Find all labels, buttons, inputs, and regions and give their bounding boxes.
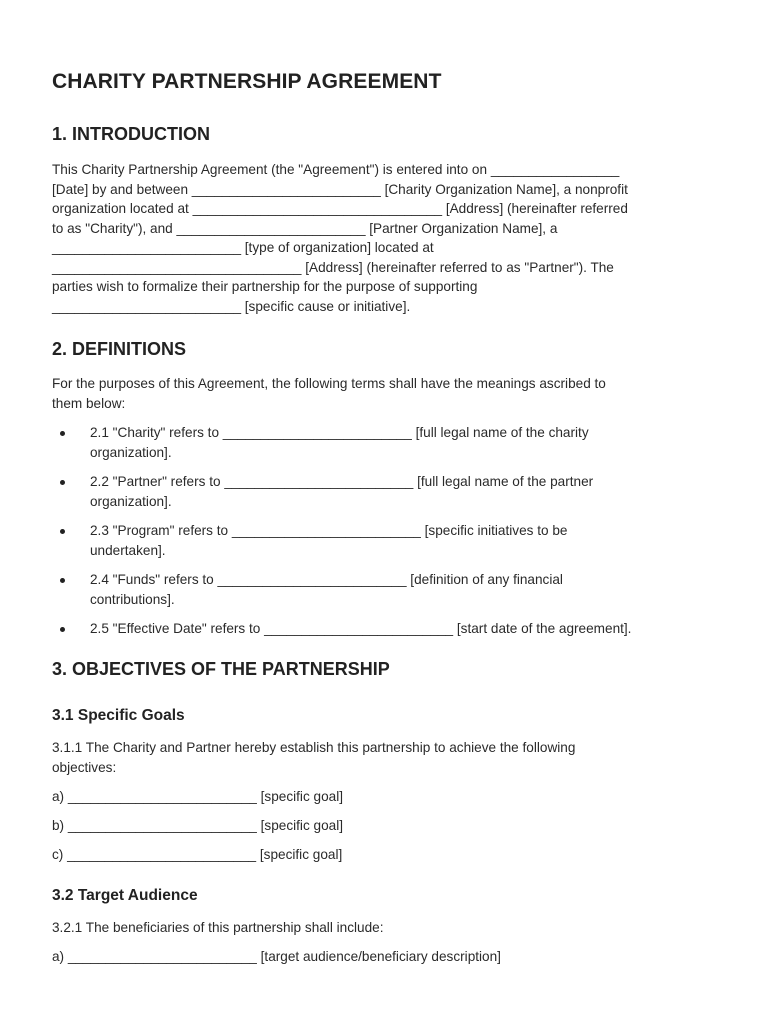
definition-item-charity [52, 423, 720, 462]
goal-item-c: c) _________________________ [specific goal] [52, 847, 343, 862]
definition-text: organization]. [90, 493, 172, 509]
definition-text: 2.2 "Partner" refers to _________________________ [full legal name of the partner [90, 474, 594, 489]
bullet-icon [60, 529, 65, 534]
definition-text: 2.4 "Funds" refers to _________________________ [definition of any financial [90, 572, 563, 587]
definition-item-effective-date [52, 619, 720, 639]
section-heading-objectives: 3. OBJECTIVES OF THE PARTNERSHIP [52, 659, 390, 679]
definition-item-program [52, 521, 720, 560]
definition-text: contributions]. [90, 591, 175, 607]
document-title: CHARITY PARTNERSHIP AGREEMENT [52, 70, 442, 93]
paragraph-line: This Charity Partnership Agreement (the "Agreement") is entered into on _________________ [52, 162, 620, 177]
definitions-intro [52, 374, 606, 413]
definition-item-funds [52, 570, 720, 609]
paragraph-line: them below: [52, 395, 126, 411]
paragraph-line: _________________________________ [Address] (hereinafter referred to as "Partner"). The [52, 259, 614, 275]
paragraph-line: _________________________ [type of organization] located at [52, 240, 434, 255]
bullet-icon [60, 431, 65, 436]
section-heading-definitions: 2. DEFINITIONS [52, 339, 187, 359]
subsection-heading-specific-goals: 3.1 Specific Goals [52, 707, 185, 724]
definition-text: 2.5 "Effective Date" refers to _________________________ [start date of the agreement]. [90, 621, 632, 636]
subsection-heading-target-audience: 3.2 Target Audience [52, 887, 198, 904]
section-heading-introduction: 1. INTRODUCTION [52, 124, 211, 144]
target-audience-intro: 3.2.1 The beneficiaries of this partnership shall include: [52, 920, 384, 935]
bullet-icon [60, 578, 65, 583]
definition-text: organization]. [90, 444, 172, 460]
paragraph-line: to as "Charity"), and _________________________ [Partner Organization Name], a [52, 220, 558, 236]
paragraph-line: 3.1.1 The Charity and Partner hereby establish this partnership to achieve the following [52, 740, 576, 755]
introduction-paragraph [52, 160, 628, 316]
definitions-list [52, 423, 720, 649]
goal-item-b: b) _________________________ [specific goal] [52, 818, 344, 833]
paragraph-line: organization located at _________________________________ [Address] (hereinafter referred [52, 201, 628, 216]
paragraph-line: parties wish to formalize their partnership for the purpose of supporting [52, 279, 478, 294]
definition-item-partner [52, 472, 720, 511]
definition-text: undertaken]. [90, 542, 166, 558]
goal-item-a: a) _________________________ [specific goal] [52, 789, 344, 804]
paragraph-line: [Date] by and between _________________________ [Charity Organization Name], a nonprofit [52, 181, 628, 197]
bullet-icon [60, 627, 65, 632]
paragraph-line: _________________________ [specific cause or initiative]. [52, 298, 411, 314]
bullet-icon [60, 480, 65, 485]
definition-text: 2.3 "Program" refers to _________________________ [specific initiatives to be [90, 523, 568, 538]
definition-text: 2.1 "Charity" refers to _________________________ [full legal name of the charity [90, 425, 589, 440]
paragraph-line: objectives: [52, 759, 117, 775]
specific-goals-intro [52, 738, 575, 777]
target-audience-item-a: a) _________________________ [target audience/beneficiary description] [52, 949, 501, 964]
paragraph-line: For the purposes of this Agreement, the following terms shall have the meanings ascribed to [52, 376, 606, 391]
